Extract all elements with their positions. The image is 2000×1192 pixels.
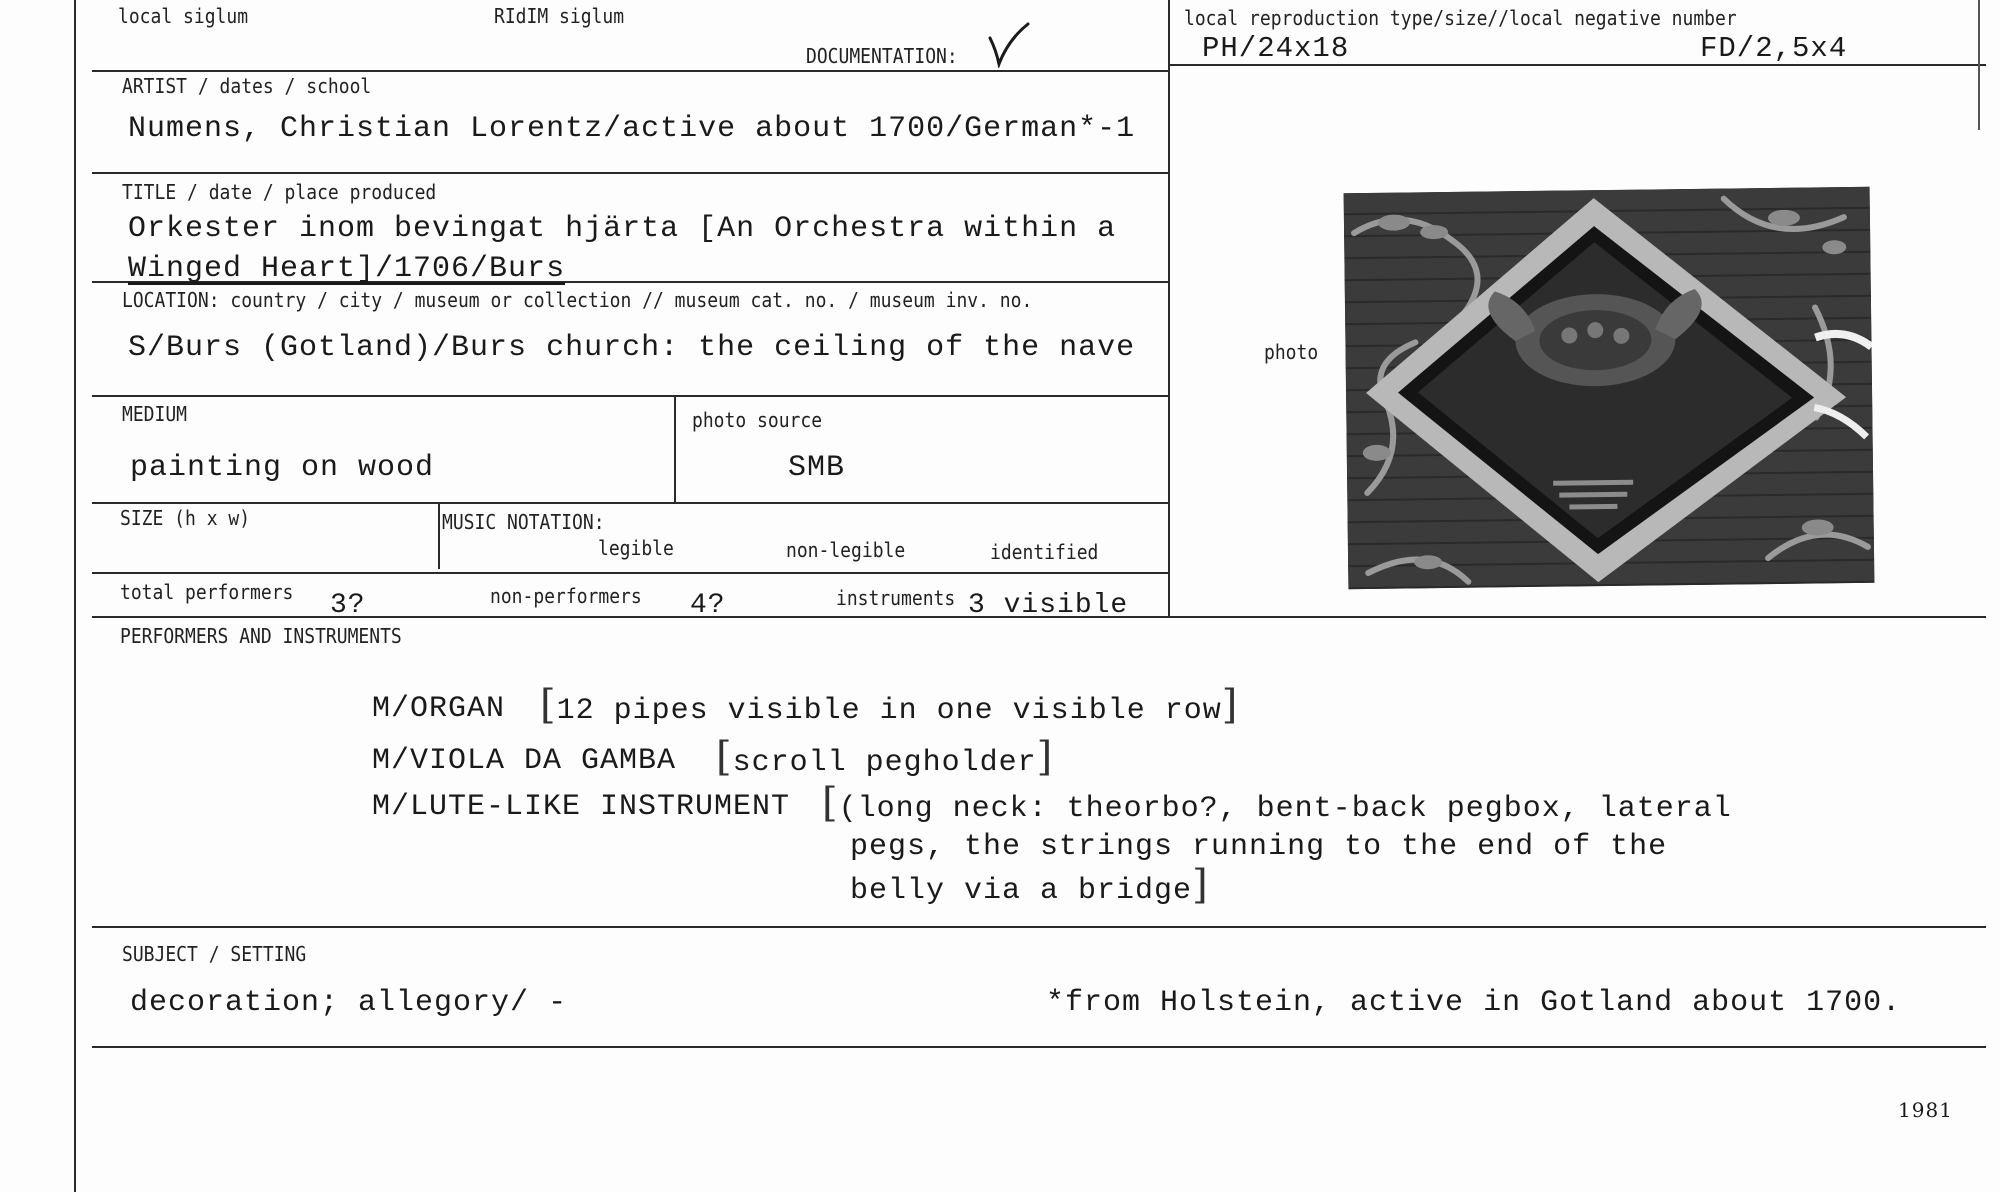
music-notation-label: MUSIC NOTATION: — [442, 510, 605, 534]
performer-lute-note-1: [(long neck: theorbo?, bent-back pegbox, lateral — [822, 780, 1732, 826]
rule-medium — [92, 395, 1168, 397]
location-label: LOCATION: country / city / museum or collection // museum cat. no. / museum inv. no. — [122, 288, 1033, 312]
photo-source-value: SMB — [788, 451, 846, 485]
performers-label: PERFORMERS AND INSTRUMENTS — [120, 624, 402, 648]
photo-source-label: photo source — [692, 408, 823, 432]
performer-viola-name: M/VIOLA DA GAMBA — [372, 744, 677, 778]
rule-subject — [92, 926, 1986, 928]
performer-organ-note: [12 pipes visible in one visible row] — [540, 682, 1239, 728]
rule-size — [92, 502, 1168, 504]
identified-label: identified — [990, 540, 1099, 564]
medium-label: MEDIUM — [122, 402, 188, 426]
performer-lute-name: M/LUTE-LIKE INSTRUMENT — [372, 790, 791, 824]
performer-lute-note-3: belly via a bridge] — [850, 862, 1209, 908]
artwork-photo — [1344, 187, 1875, 589]
documentation-label: DOCUMENTATION: — [806, 44, 958, 68]
column-divider — [1168, 0, 1170, 618]
subject-label: SUBJECT / SETTING — [122, 942, 307, 966]
artist-value: Numens, Christian Lorentz/active about 1700/German*-1 — [128, 112, 1136, 146]
card-right-edge — [1978, 0, 1980, 130]
location-value: S/Burs (Gotland)/Burs church: the ceiling of the nave — [128, 331, 1136, 365]
title-line-2: Winged Heart]/1706/Burs — [128, 252, 566, 286]
performer-lute-note-2: pegs, the strings running to the end of the — [850, 830, 1668, 864]
photo-label: photo — [1264, 340, 1319, 364]
size-label: SIZE (h x w) — [120, 506, 251, 530]
card-left-edge — [74, 0, 76, 1192]
performer-organ-name: M/ORGAN — [372, 692, 506, 726]
size-divider — [438, 502, 440, 569]
reproduction-value: PH/24x18 — [1202, 32, 1350, 65]
title-line-1: Orkester inom bevingat hjärta [An Orchestra within a — [128, 212, 1117, 246]
documentation-check-mark — [986, 20, 1032, 68]
non-performers-label: non-performers — [490, 584, 642, 608]
ridim-siglum-label: RIdIM siglum — [494, 4, 625, 28]
non-performers-value: 4? — [690, 590, 726, 621]
artist-footnote: *from Holstein, active in Gotland about 1700. — [1046, 986, 1902, 1020]
reproduction-label: local reproduction type/size//local negative number — [1184, 6, 1737, 30]
non-legible-label: non-legible — [786, 538, 906, 562]
artist-label: ARTIST / dates / school — [122, 74, 372, 98]
rule-artist — [92, 70, 1168, 72]
total-performers-label: total performers — [120, 580, 294, 604]
subject-value: decoration; allegory/ - — [130, 986, 568, 1020]
instruments-value: 3 visible — [968, 590, 1129, 621]
performer-viola-note: [scroll pegholder] — [716, 734, 1054, 780]
medium-value: painting on wood — [130, 451, 435, 485]
negative-value: FD/2,5x4 — [1700, 32, 1848, 65]
medium-divider — [674, 395, 676, 503]
rule-bottom — [92, 1046, 1986, 1048]
legible-label: legible — [598, 536, 674, 560]
total-performers-value: 3? — [330, 590, 366, 621]
instruments-label: instruments — [836, 586, 956, 610]
card-year: 1981 — [1898, 1098, 1953, 1122]
rule-counts — [92, 572, 1168, 574]
local-siglum-label: local siglum — [118, 4, 249, 28]
title-label: TITLE / date / place produced — [122, 180, 437, 204]
ceiling-painting-image — [1344, 187, 1875, 589]
rule-title — [92, 172, 1168, 174]
